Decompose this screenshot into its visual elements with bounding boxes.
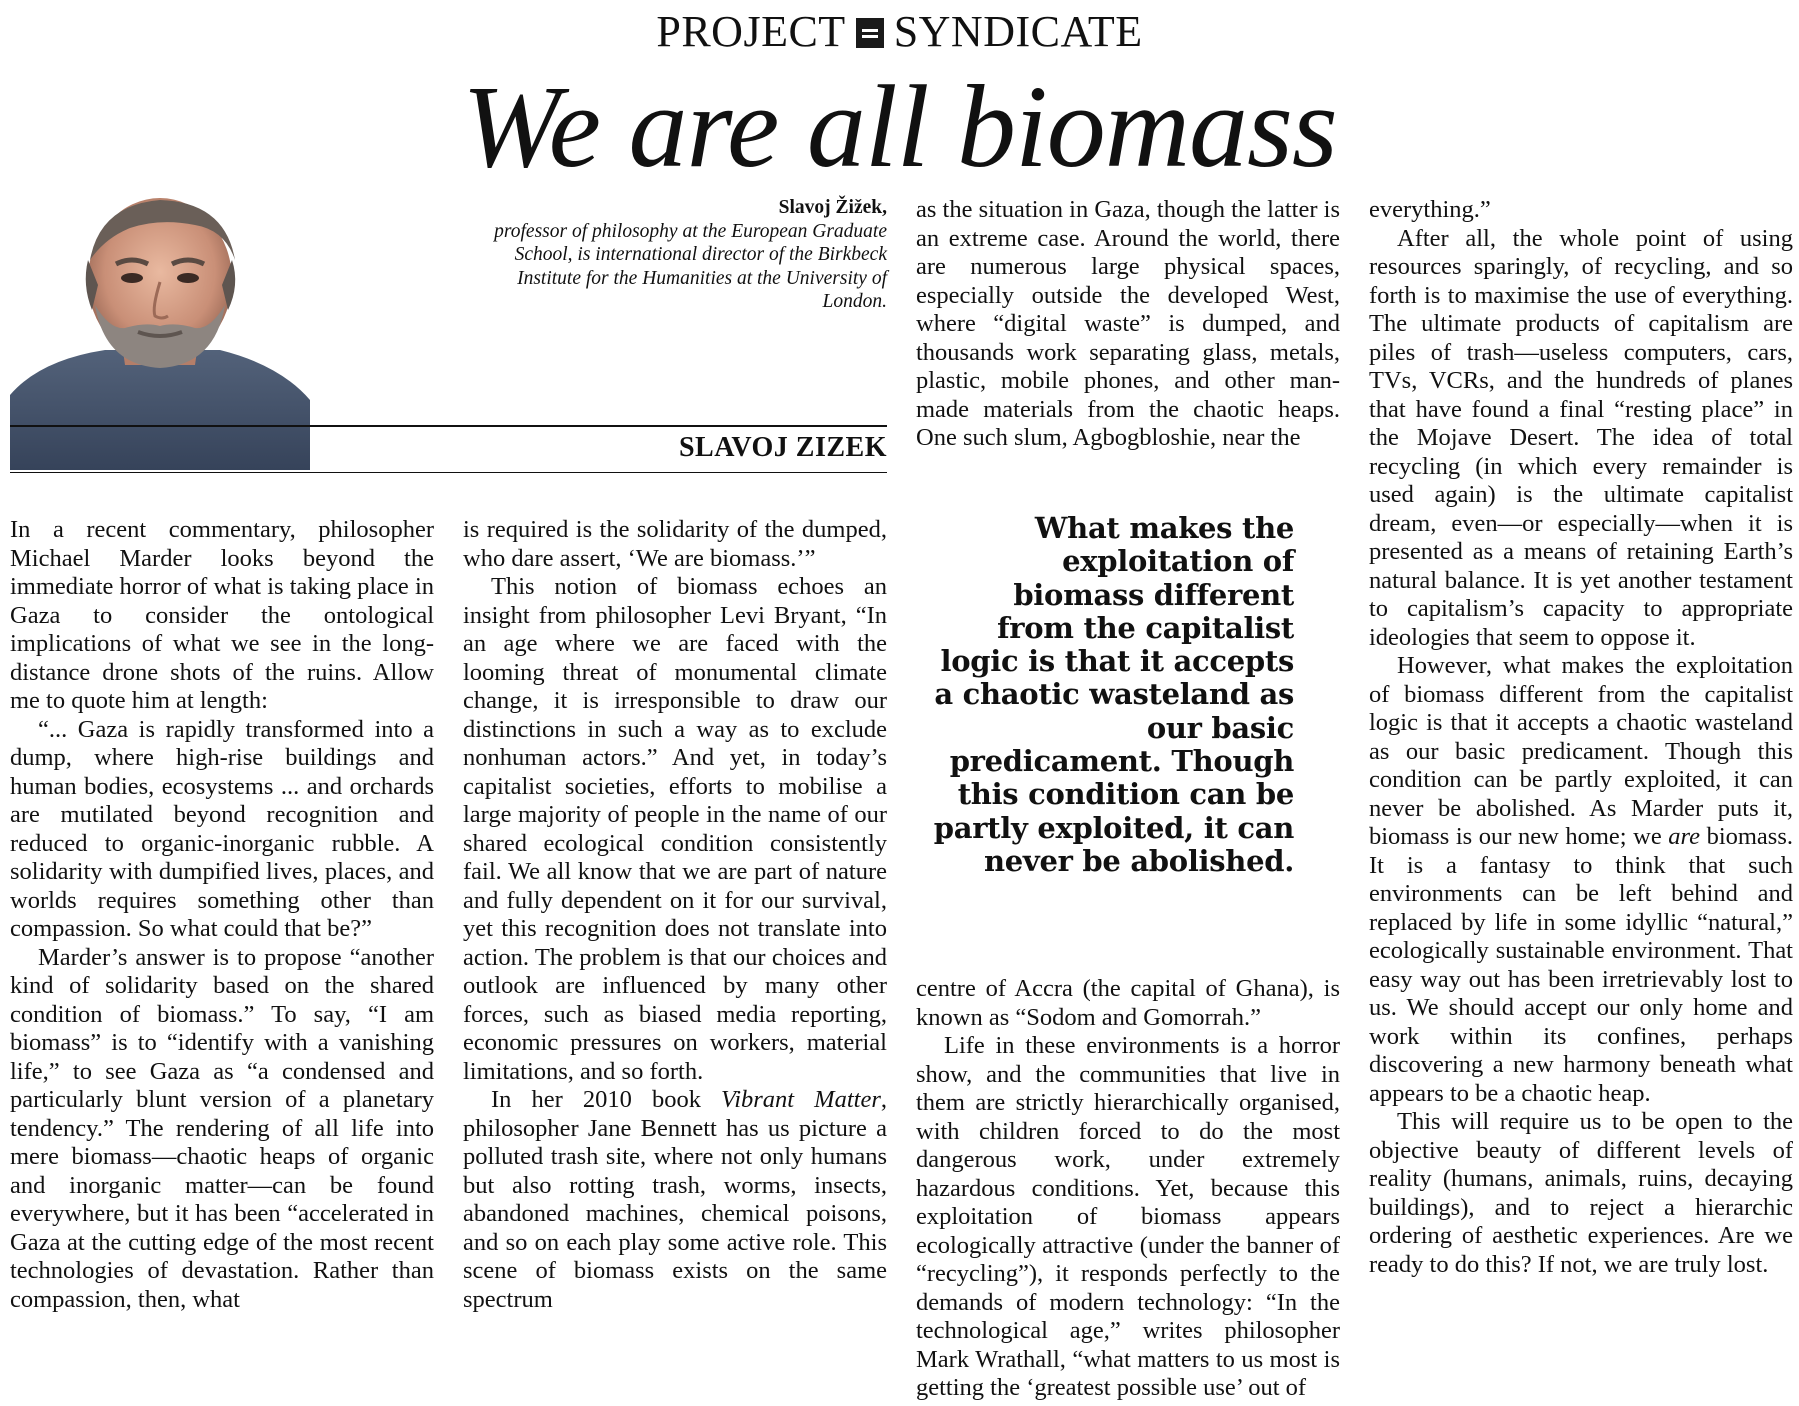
paragraph bbox=[1369, 652, 1793, 1108]
author-name-caps: SLAVOJ ZIZEK bbox=[678, 432, 887, 463]
paragraph: “... Gaza is rapidly transformed into a dump, where high-rise buildings and human bodies, ecosystems ... and orchards are mutilated beyond recognition and reduced to organic-inorganic rubble. A solidarity with dumpified lives, places, and worlds requires something other than compassion. So what could that be?” bbox=[10, 715, 434, 942]
masthead-left-word: PROJECT bbox=[656, 6, 846, 56]
text-run: biomass. It is a fantasy to think that such environments can be left behind and replaced by life in some idyllic “natural,” ecologically sustainable environment. That easy way out has been irretrievably lost to us. We should accept our only home and work within its confines, perhaps discovering a new harmony beneath what appears to be a chaotic heap. bbox=[1369, 823, 1793, 1107]
paragraph: as the situation in Gaza, though the latter is an extreme case. Around the world, there are numerous large physical spaces, especially outside the developed West, where “digital waste” is dumped, and thousands work separating glass, metals, plastic, mobile phones, and other man-made materials from the chaotic heaps. One such slum, Agbogbloshie, near the bbox=[916, 196, 1340, 451]
paragraph bbox=[463, 1086, 887, 1314]
text-run: In her 2010 book bbox=[491, 1086, 722, 1113]
masthead-right-word: SYNDICATE bbox=[893, 6, 1143, 56]
pull-quote: What makes the exploitation of biomass different from the capitalist logic is that it accepts a chaotic wasteland as our basic predicament. Though this condition can be partly exploited, it can never be abolished. bbox=[933, 511, 1294, 878]
byline-bio: professor of philosophy at the European Graduate School, is international director of the Birkbeck Institute for the Humanities at the University of London. bbox=[494, 220, 887, 312]
byline bbox=[457, 196, 887, 314]
article-column-2 bbox=[463, 516, 887, 1406]
emphasis: are bbox=[1668, 823, 1701, 850]
article-column-3-top bbox=[916, 196, 1340, 486]
paragraph: is required is the solidarity of the dumped, who dare assert, ‘We are biomass.’” bbox=[463, 516, 887, 572]
paragraph: This will require us to be open to the objective beauty of different levels of reality (humans, animals, ruins, decaying buildings), and to reject a hierarchic ordering of aesthetic experiences. Are we ready to do this? If not, we are truly lost. bbox=[1369, 1108, 1793, 1278]
author-portrait bbox=[10, 190, 310, 470]
paragraph: In a recent commentary, philosopher Michael Marder looks beyond the immediate horror of what is taking place in Gaza to consider the ontological implications of what we see in the long-distance drone shots of the ruins. Allow me to quote him at length: bbox=[10, 516, 434, 714]
syndicate-emblem-icon bbox=[856, 18, 884, 48]
text-run: However, what makes the exploitation of biomass different from the capitalist logic is that it accepts a chaotic wasteland as our basic predicament. Though this condition can be partly exploited, it can never be abolished. As Marder puts it, biomass is our new home; we bbox=[1369, 652, 1793, 850]
masthead bbox=[0, 0, 1799, 62]
headline: We are all biomass bbox=[462, 61, 1337, 192]
paragraph: centre of Accra (the capital of Ghana), is known as “Sodom and Gomorrah.” bbox=[916, 975, 1340, 1031]
article-column-4 bbox=[1369, 196, 1793, 1406]
article-column-1 bbox=[10, 516, 434, 1406]
paragraph: Marder’s answer is to propose “another kind of solidarity based on the shared condition of biomass.” To say, “I am biomass” is to “identify with a vanishing life,” to see Gaza as “a condensed and particularly blunt version of a planetary tendency.” The rendering of all life into mere biomass—chaotic heaps of organic and inorganic matter—can be found everywhere, but it has been “accelerated in Gaza at the cutting edge of the most recent technologies of devastation. Rather than compassion, then, what bbox=[10, 943, 434, 1313]
paragraph: everything.” bbox=[1369, 196, 1491, 223]
byline-rule bbox=[10, 425, 887, 427]
text-run: , philosopher Jane Bennett has us picture a polluted trash site, where not only humans but also rotting trash, worms, insects, abandoned machines, chemical poisons, and so on each play some active role. This scene of biomass exists on the same spectrum bbox=[463, 1086, 887, 1313]
paragraph: This notion of biomass echoes an insight from philosopher Levi Bryant, “In an age where we are faced with the looming threat of monumental climate change, it is irresponsible to draw our distinctions in such a way as to exclude nonhuman actors.” And yet, in today’s capitalist societies, efforts to mobilise a large majority of people in the name of our shared ecological condition consistently fail. We all know that we are part of nature and fully dependent on it for our survival, yet this recognition does not translate into action. The problem is that our choices and outlook are influenced by many other forces, such as biased media reporting, economic pressures on workers, material limitations, and so forth. bbox=[463, 573, 887, 1085]
paragraph: After all, the whole point of using resources sparingly, of recycling, and so forth is to maximise the use of everything. The ultimate products of capitalism are piles of trash—useless computers, cars, TVs, VCRs, and the hundreds of planes that have found a final “resting place” in the Mojave Desert. The idea of total recycling (in which every remainder is used again) is the ultimate capitalist dream, even—or especially—when it is presented as a means of retaining Earth’s natural balance. It is yet another testament to capitalism’s capacity to appropriate ideologies that seem to oppose it. bbox=[1369, 224, 1793, 651]
byline-bottom-rule bbox=[10, 472, 887, 473]
byline-name: Slavoj Žižek, bbox=[778, 197, 887, 218]
paragraph: Life in these environments is a horror show, and the communities that live in them are strictly hierarchically organised, with children forced to do the most dangerous work, under extremely hazardous conditions. Yet, because this exploitation of biomass appears ecologically attractive (under the banner of “recycling”), it responds perfectly to the demands of modern technology: “In the technological age,” writes philosopher Mark Wrathall, “what matters to us most is getting the ‘greatest possible use’ out of bbox=[916, 1032, 1340, 1401]
article-column-3-bottom bbox=[916, 975, 1340, 1406]
book-title: Vibrant Matter bbox=[721, 1086, 881, 1113]
